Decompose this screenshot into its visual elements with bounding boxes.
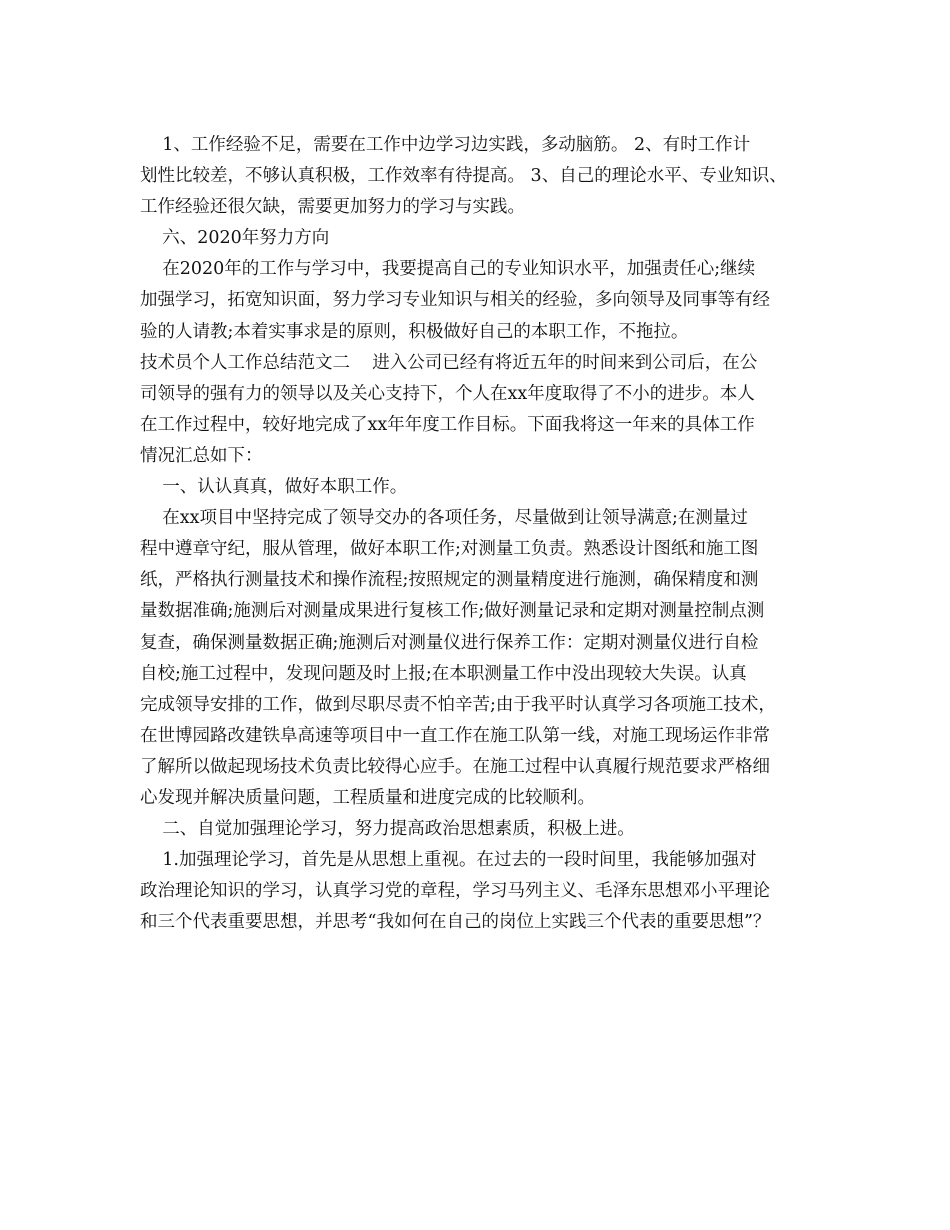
text-line: 了解所以做起现场技术负责比较得心应手。在施工过程中认真履行规范要求严格细	[140, 756, 770, 777]
text-line: 纸，严格执行测量技术和操作流程;按照规定的测量精度进行施测，确保精度和测	[140, 570, 759, 591]
text-line: 1、工作经验不足，需要在工作中边学习边实践，多动脑筋。 2、有时工作计	[140, 135, 751, 155]
text-line: 在工作过程中，较好地完成了xx年年度工作目标。下面我将这一年来的具体工作	[140, 414, 755, 435]
text-line: 心发现并解决质量问题，工程质量和进度完成的比较顺利。	[140, 787, 595, 808]
text-line: 在世博园路改建铁阜高速等项目中一直工作在施工队第一线，对施工现场运作非常	[140, 725, 770, 746]
text-line: 验的人请教;本着实事求是的原则，积极做好自己的本职工作，不拖拉。	[140, 321, 689, 342]
text-line: 1.加强理论学习，首先是从思想上重视。在过去的一段时间里，我能够加强对	[140, 850, 757, 871]
text-line: 技术员个人工作总结范文二 进入公司已经有将近五年的时间来到公司后，在公	[140, 352, 758, 373]
text-line: 加强学习，拓宽知识面，努力学习专业知识与相关的经验，多向领导及同事等有经	[140, 290, 770, 311]
text-line: 在xx项目中坚持完成了领导交办的各项任务，尽量做到让领导满意;在测量过	[140, 508, 748, 529]
text-line: 政治理论知识的学习，认真学习党的章程，学习马列主义、毛泽东思想邓小平理论	[140, 881, 770, 902]
section-heading: 六、2020年努力方向	[140, 228, 330, 249]
section-heading: 二、自觉加强理论学习，努力提高政治思想素质，积极上进。	[140, 819, 635, 840]
text-line: 情况汇总如下：	[140, 445, 263, 466]
text-line: 司领导的强有力的领导以及关心支持下，个人在xx年度取得了不小的进步。本人	[140, 383, 755, 404]
section-heading: 一、认认真真，做好本职工作。	[140, 477, 408, 498]
text-line: 在2020年的工作与学习中，我要提高自己的专业知识水平，加强责任心;继续	[140, 259, 756, 280]
text-line: 量数据准确;施测后对测量成果进行复核工作;做好测量记录和定期对测量控制点测	[140, 601, 765, 622]
text-line: 自校;施工过程中，发现问题及时上报;在本职测量工作中没出现较大失误。认真	[140, 663, 747, 684]
text-line: 划性比较差，不够认真积极，工作效率有待提高。 3、自己的理论水平、专业知识、	[140, 166, 787, 187]
text-line: 程中遵章守纪，服从管理，做好本职工作;对测量工负责。熟悉设计图纸和施工图	[140, 539, 759, 560]
text-line: 复查，确保测量数据正确;施测后对测量仪进行保养工作：定期对测量仪进行自检	[140, 632, 759, 653]
text-line: 完成领导安排的工作，做到尽职尽责不怕辛苦;由于我平时认真学习各项施工技术，	[140, 694, 776, 715]
text-line: 和三个代表重要思想，并思考“我如何在自己的岗位上实践三个代表的重要思想”？	[140, 912, 771, 933]
document-body	[140, 130, 820, 938]
text-line: 工作经验还很欠缺，需要更加努力的学习与实践。	[140, 197, 525, 218]
